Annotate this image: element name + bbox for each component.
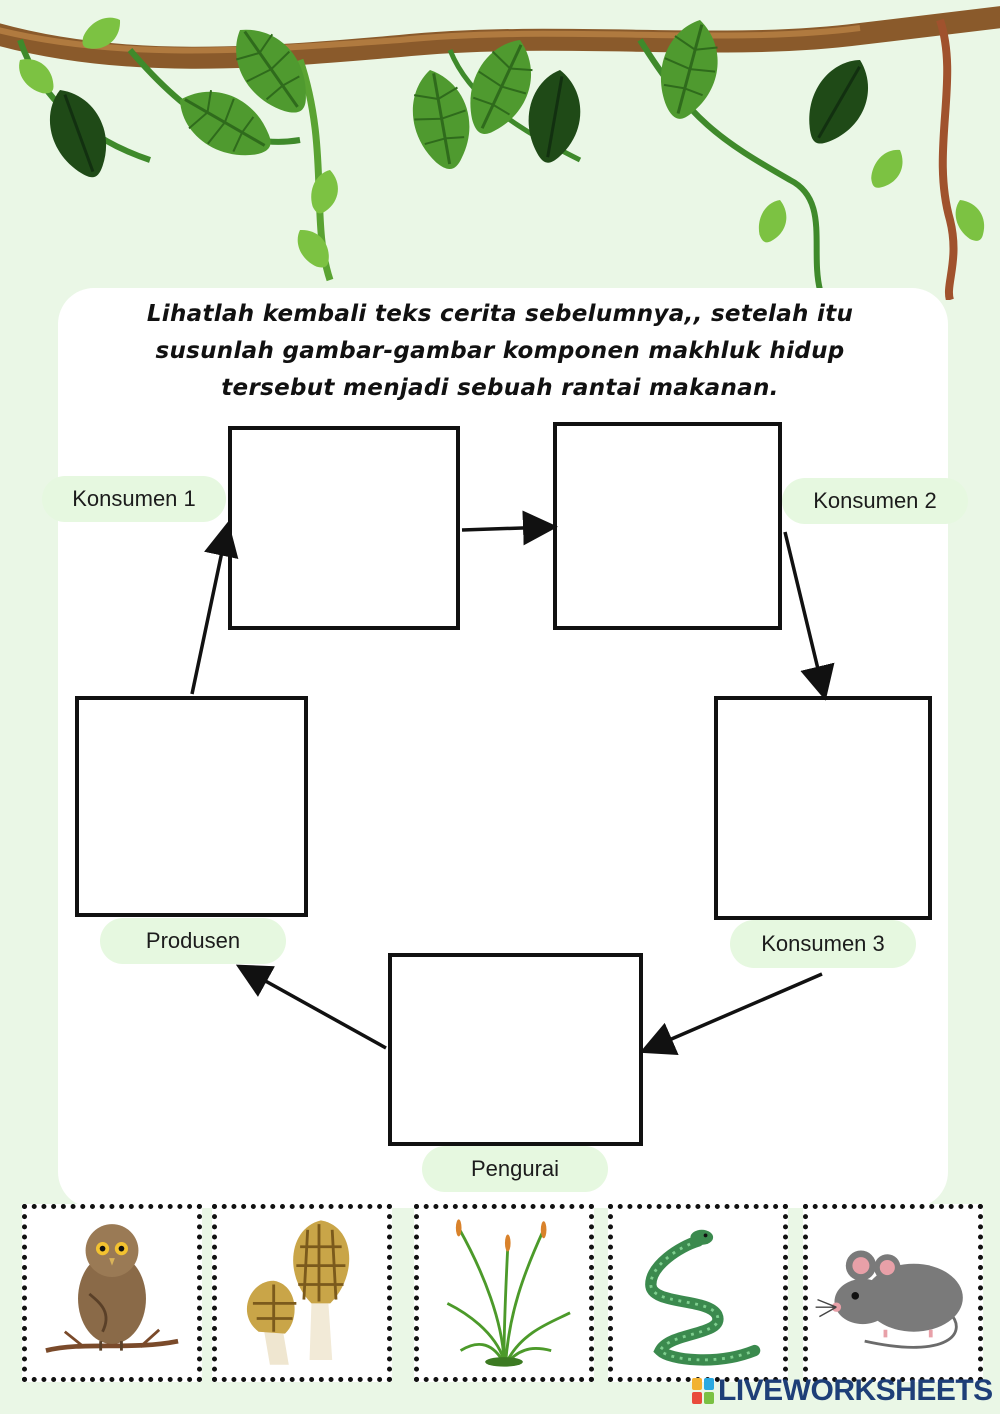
instruction-line-3: tersebut menjadi sebuah rantai makanan.	[221, 375, 779, 401]
mushroom-icon	[217, 1209, 387, 1377]
label-produsen: Produsen	[100, 918, 286, 964]
grass-icon	[419, 1209, 589, 1377]
instruction-text	[110, 296, 890, 407]
drop-box-konsumen-1[interactable]	[228, 426, 460, 630]
snake-icon	[613, 1209, 783, 1377]
tile-grass[interactable]	[414, 1204, 594, 1382]
drop-box-konsumen-2[interactable]	[553, 422, 782, 630]
jungle-vine-header	[0, 0, 1000, 300]
liveworksheets-logo-icon	[692, 1378, 714, 1404]
owl-icon	[27, 1209, 197, 1377]
label-konsumen-1: Konsumen 1	[42, 476, 226, 522]
instruction-line-1: Lihatlah kembali teks cerita sebelumnya,, setelah itu	[146, 301, 854, 327]
tile-mushroom[interactable]	[212, 1204, 392, 1382]
mouse-icon	[808, 1209, 978, 1377]
drop-box-produsen[interactable]	[75, 696, 308, 917]
drop-box-konsumen-3[interactable]	[714, 696, 932, 920]
drop-box-pengurai[interactable]	[388, 953, 643, 1146]
brand-text: LIVEWORKSHEETS	[718, 1374, 993, 1407]
label-konsumen-3: Konsumen 3	[730, 920, 916, 968]
instruction-line-2: susunlah gambar-gambar komponen makhluk hidup	[155, 338, 845, 364]
tile-snake[interactable]	[608, 1204, 788, 1382]
tile-owl[interactable]	[22, 1204, 202, 1382]
tile-mouse[interactable]	[803, 1204, 983, 1382]
label-konsumen-2: Konsumen 2	[782, 478, 968, 524]
label-pengurai: Pengurai	[422, 1146, 608, 1192]
liveworksheets-brand	[692, 1372, 993, 1410]
